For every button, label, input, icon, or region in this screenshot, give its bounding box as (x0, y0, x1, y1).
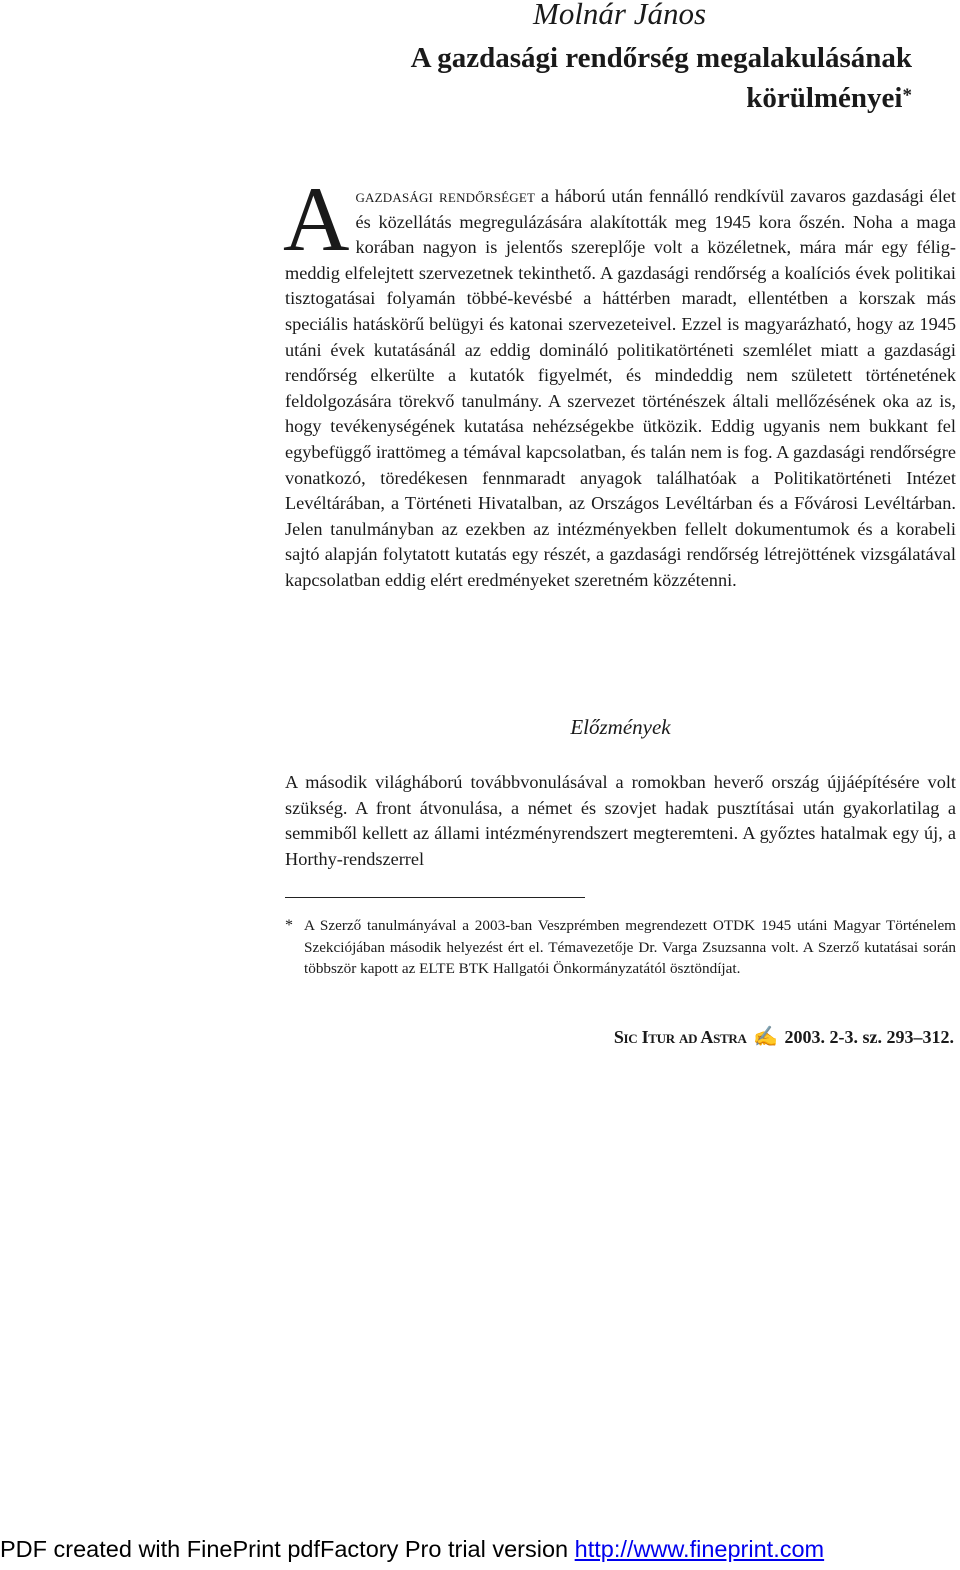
fineprint-link[interactable]: http://www.fineprint.com (574, 1536, 825, 1562)
title-line-2-text: körülményei (746, 82, 903, 114)
footnote-text: A Szerző tanulmányával a 2003-ban Veszprémben megrendezett OTDK 1945 utáni Magyar Történelem Szekciójában második helyezést ért el. Témavezetője Dr. Varga Zsuzsanna volt. A Szerző kutatásai során többször kapott az ELTE BTK Hallgatói Önkormányzatától ösztöndíjat. (304, 917, 956, 977)
section-paragraph: A második világháború továbbvonulásával a romokban heverő ország újjáépítésére volt szükség. A front átvonulása, a német és szovjet hadak pusztításai után gyakorlatilag a semmiből kellett az állami intézményrendszert megteremteni. A győztes hatalmak egy új, a Horthy-rendszerrel (285, 772, 956, 869)
writing-hand-icon: ✍ (753, 1026, 778, 1048)
drop-cap: A (283, 168, 350, 270)
title-line-1: A gazdasági rendőrség megalakulásának (410, 42, 912, 74)
footnote-reference-mark[interactable]: * (902, 85, 912, 106)
journal-name: Sic Itur ad Astra (613, 1027, 747, 1047)
footnote (285, 915, 956, 980)
journal-citation (614, 1024, 954, 1049)
footnote-divider (285, 897, 585, 898)
intro-smallcaps: gazdasági rendőrséget (355, 186, 536, 206)
pdf-footer-text: PDF created with FinePrint pdfFactory Pro trial version (0, 1536, 575, 1562)
title-line-2 (212, 78, 912, 118)
article-title (212, 38, 912, 118)
pdf-watermark-footer (0, 1536, 960, 1563)
author-name: Molnár János (533, 0, 707, 31)
footnote-mark: * (285, 917, 293, 934)
intro-text: a háború után fennálló rendkívül zavaros gazdasági élet és közellátás megregulázására alakították meg 1945 kora őszén. Noha a maga korában nagyon is jelentős szereplője volt a közéletnek, mára már egy félig-meddig elfelejtett szervezetnek tekinthető. A gazdasági rendőrség a koalíciós évek politikai tisztogatásai folyamán többé-kevésbé a háttérben maradt, ellentétben a korszak más speciális hatáskörű belügyi és katonai szervezeteivel. Ezzel is magyarázható, hogy az 1945 utáni évek kutatásánál az eddig domináló politikatörténeti szemlélet miatt a gazdasági rendőrség elkerülte a kutatók figyelmét, és mindeddig nem született történetének feldolgozására törekvő tanulmány. A szervezet történészek általi mellőzésének oka az is, hogy tevékenységének kutatása nehézségekbe ütközik. Eddig ugyanis nem bukkant fel egybefüggő irattömeg a témával kapcsolatban, és talán nem is fog. A gazdasági rendőrségre vonatkozó, töredékesen fennmaradt anyagok találhatóak a Politikatörténeti Intézet Levéltárában, a Történeti Hivatalban, az Országos Levéltárban és a Fővárosi Levéltárban. Jelen tanulmányban az ezekben az intézményekben fellelt dokumentumok és a korabeli sajtó alapján folytatott kutatás egy részét, a gazdasági rendőrség létrejöttének vizsgálatával kapcsolatban eddig elért eredményeket szeretném közzétenni. (285, 186, 956, 590)
intro-paragraph (283, 168, 956, 594)
section-heading: Előzmények (570, 715, 671, 739)
journal-issue: 2003. 2-3. sz. 293–312. (784, 1027, 954, 1047)
